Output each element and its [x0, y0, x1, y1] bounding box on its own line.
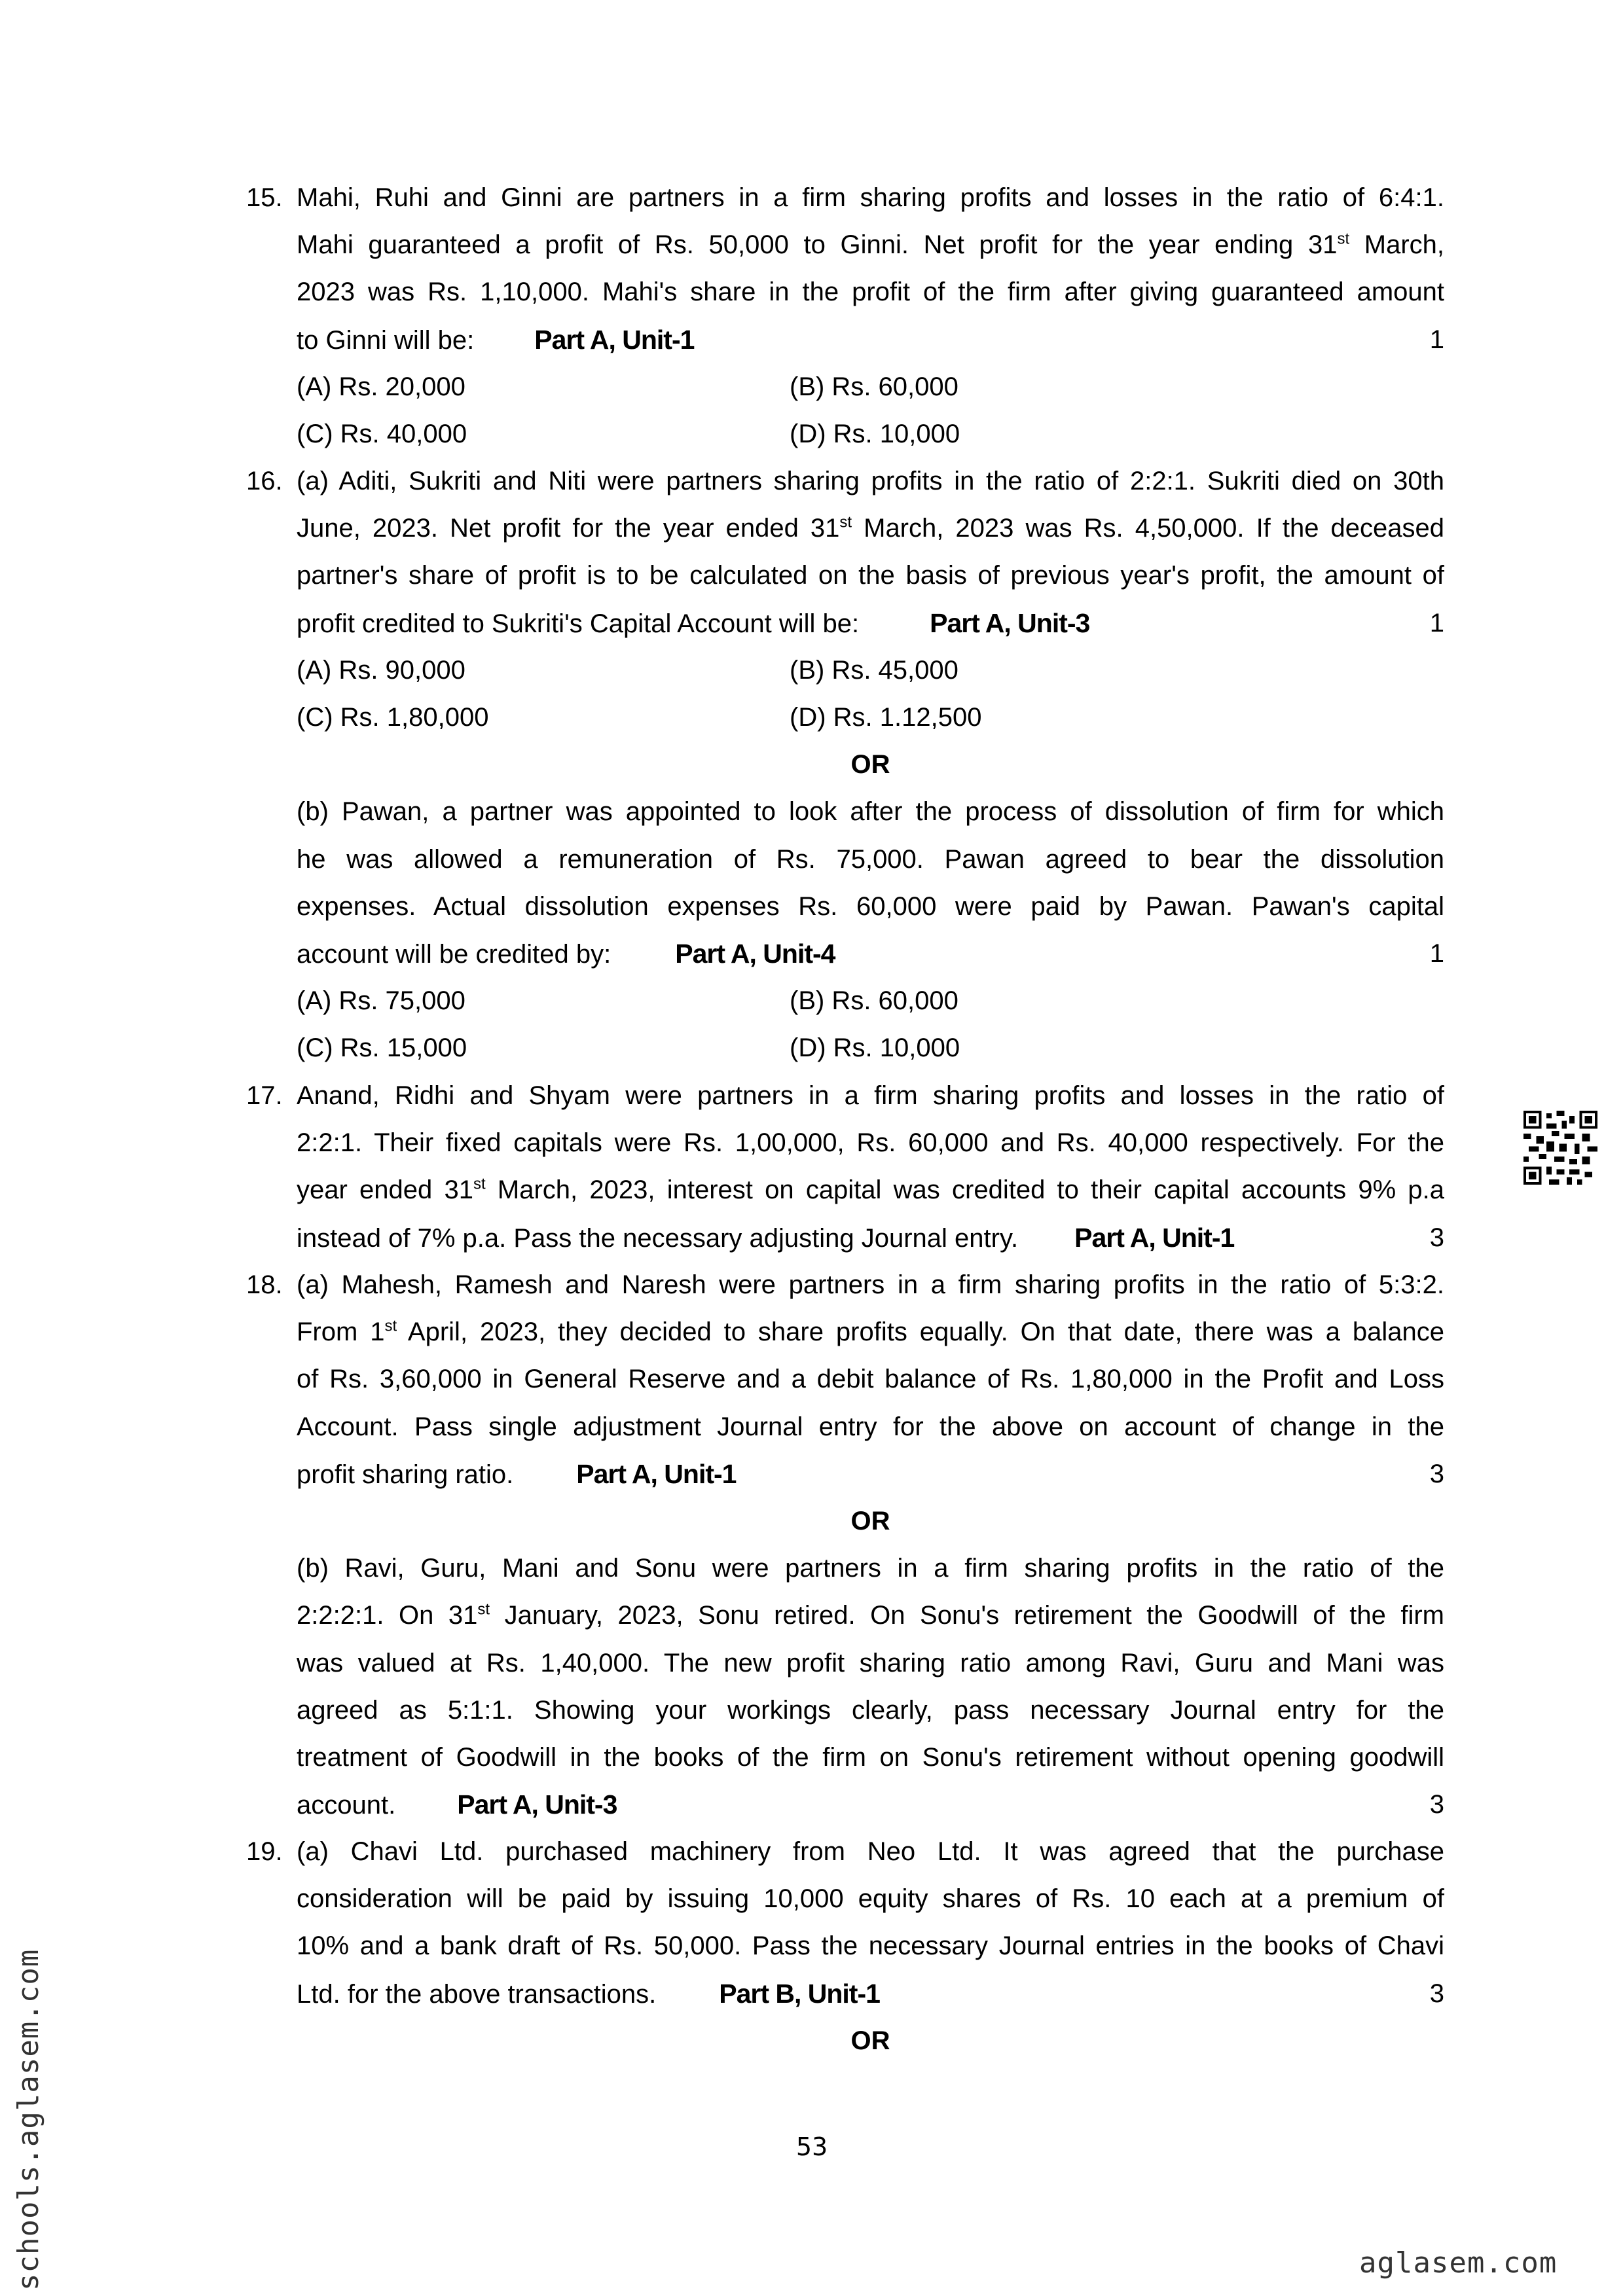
question-text-line: 10% and a bank draft of Rs. 50,000. Pass the necessary Journal entries in the books of Chavi [297, 1931, 1444, 1961]
options-row [297, 694, 1444, 741]
options-row [297, 363, 1444, 410]
unit-tag: Part A, Unit-3 [457, 1789, 617, 1820]
or-separator: OR [850, 750, 890, 780]
unit-tag: Part A, Unit-1 [534, 324, 695, 355]
watermark-right: aglasem.com [1359, 2246, 1558, 2280]
marks: 1 [1429, 939, 1444, 968]
option-d: (D) Rs. 10,000 [790, 1033, 960, 1063]
options-row [297, 977, 1444, 1024]
question-number: 18. [246, 1270, 283, 1299]
option-c: (C) Rs. 15,000 [297, 1033, 467, 1063]
option-c: (C) Rs. 40,000 [297, 419, 467, 448]
option-a: (A) Rs. 90,000 [297, 655, 465, 685]
unit-tag: Part A, Unit-3 [930, 607, 1090, 638]
unit-tag: Part A, Unit-1 [576, 1458, 737, 1489]
question-text-line: treatment of Goodwill in the books of the firm on Sonu's retirement without opening goodwill [297, 1742, 1444, 1772]
watermark-left: schools.aglasem.com [12, 1948, 45, 2291]
marks: 1 [1429, 608, 1444, 637]
question-text-line: Mahi guaranteed a profit of Rs. 50,000 to Ginni. Net profit for the year ending 31st March, [297, 230, 1445, 260]
question-text-line: profit credited to Sukriti's Capital Account will be: Part A, Unit-3 1 [297, 600, 1444, 647]
question-text-line: (a) Aditi, Sukriti and Niti were partners sharing profits in the ratio of 2:2:1. Sukriti died on 30th [297, 467, 1444, 495]
question-text-line: of Rs. 3,60,000 in General Reserve and a debit balance of Rs. 1,80,000 in the Profit and Loss [297, 1365, 1444, 1394]
option-b: (B) Rs. 45,000 [790, 655, 958, 685]
or-separator: OR [850, 2026, 890, 2055]
question-number: 19. [246, 1837, 283, 1866]
option-b: (B) Rs. 60,000 [790, 372, 958, 401]
unit-tag: Part B, Unit-1 [719, 1978, 880, 2009]
question-text-line: 2:2:2:1. On 31st January, 2023, Sonu retired. On Sonu's retirement the Goodwill of the firm [297, 1600, 1444, 1630]
question-text-line: expenses. Actual dissolution expenses Rs. 60,000 were paid by Pawan. Pawan's capital [297, 891, 1444, 921]
question-text-line: to Ginni will be: Part A, Unit-1 1 [297, 316, 1444, 363]
question-text-line: Account. Pass single adjustment Journal entry for the above on account of change in the [297, 1412, 1444, 1441]
option-b: (B) Rs. 60,000 [790, 986, 958, 1016]
marks: 3 [1429, 1790, 1444, 1820]
option-c: (C) Rs. 1,80,000 [297, 702, 489, 732]
question-number: 16. [246, 467, 283, 495]
or-separator: OR [850, 1506, 890, 1535]
question-text-line: (b) Pawan, a partner was appointed to look after the process of dissolution of firm for which [297, 797, 1444, 827]
option-a: (A) Rs. 75,000 [297, 986, 465, 1016]
question-text-line: June, 2023. Net profit for the year ended 31st March, 2023 was Rs. 4,50,000. If the deceased [297, 513, 1444, 543]
question-number: 17. [246, 1081, 283, 1110]
question-text-line: he was allowed a remuneration of Rs. 75,000. Pawan agreed to bear the dissolution [297, 844, 1444, 874]
qr-code-icon [1523, 1111, 1597, 1185]
question-text-line: Anand, Ridhi and Shyam were partners in a firm sharing profits and losses in the ratio of [297, 1081, 1444, 1110]
question-text-line: (a) Chavi Ltd. purchased machinery from Neo Ltd. It was agreed that the purchase [297, 1837, 1444, 1866]
question-text-line: consideration will be paid by issuing 10,000 equity shares of Rs. 10 each at a premium of [297, 1884, 1444, 1914]
page-number: 53 [795, 2132, 828, 2161]
question-text-line: partner's share of profit is to be calculated on the basis of previous year's profit, the amount of [297, 561, 1444, 590]
question-text-line: profit sharing ratio. Part A, Unit-1 3 [297, 1450, 1444, 1498]
question-text-line: From 1st April, 2023, they decided to share profits equally. On that date, there was a balance [297, 1317, 1444, 1347]
question-text-line: was valued at Rs. 1,40,000. The new profit sharing ratio among Ravi, Guru and Mani was [297, 1648, 1444, 1677]
marks: 3 [1429, 1459, 1444, 1488]
option-d: (D) Rs. 1.12,500 [790, 702, 982, 732]
question-text-line: agreed as 5:1:1. Showing your workings clearly, pass necessary Journal entry for the [297, 1695, 1444, 1725]
question-text-line: 2023 was Rs. 1,10,000. Mahi's share in the profit of the firm after giving guaranteed amount [297, 278, 1444, 307]
options-row [297, 1024, 1444, 1071]
option-d: (D) Rs. 10,000 [790, 419, 960, 448]
unit-tag: Part A, Unit-1 [1074, 1222, 1235, 1253]
question-text-line: (b) Ravi, Guru, Mani and Sonu were partners in a firm sharing profits in the ratio of the [297, 1554, 1444, 1583]
question-number: 15. [246, 183, 283, 212]
options-row [297, 410, 1444, 457]
marks: 1 [1429, 325, 1444, 354]
question-text-line: account will be credited by: Part A, Unit-4 1 [297, 930, 1444, 977]
question-text-line: 2:2:1. Their fixed capitals were Rs. 1,00,000, Rs. 60,000 and Rs. 40,000 respectively. For the [297, 1128, 1444, 1158]
question-text-line: Ltd. for the above transactions. Part B, Unit-1 3 [297, 1970, 1444, 2017]
question-text-line: (a) Mahesh, Ramesh and Naresh were partners in a firm sharing profits in the ratio of 5:3:2. [297, 1270, 1444, 1299]
question-text-line: instead of 7% p.a. Pass the necessary adjusting Journal entry. Part A, Unit-1 3 [297, 1214, 1444, 1261]
question-text-line: account. Part A, Unit-3 3 [297, 1781, 1444, 1828]
marks: 3 [1429, 1223, 1444, 1252]
unit-tag: Part A, Unit-4 [675, 938, 835, 969]
marks: 3 [1429, 1979, 1444, 2008]
question-text-line: Mahi, Ruhi and Ginni are partners in a firm sharing profits and losses in the ratio of 6:4:1. [297, 183, 1444, 212]
option-a: (A) Rs. 20,000 [297, 372, 465, 401]
options-row [297, 647, 1444, 694]
question-text-line: year ended 31st March, 2023, interest on capital was credited to their capital accounts 9% p.a [297, 1175, 1445, 1205]
